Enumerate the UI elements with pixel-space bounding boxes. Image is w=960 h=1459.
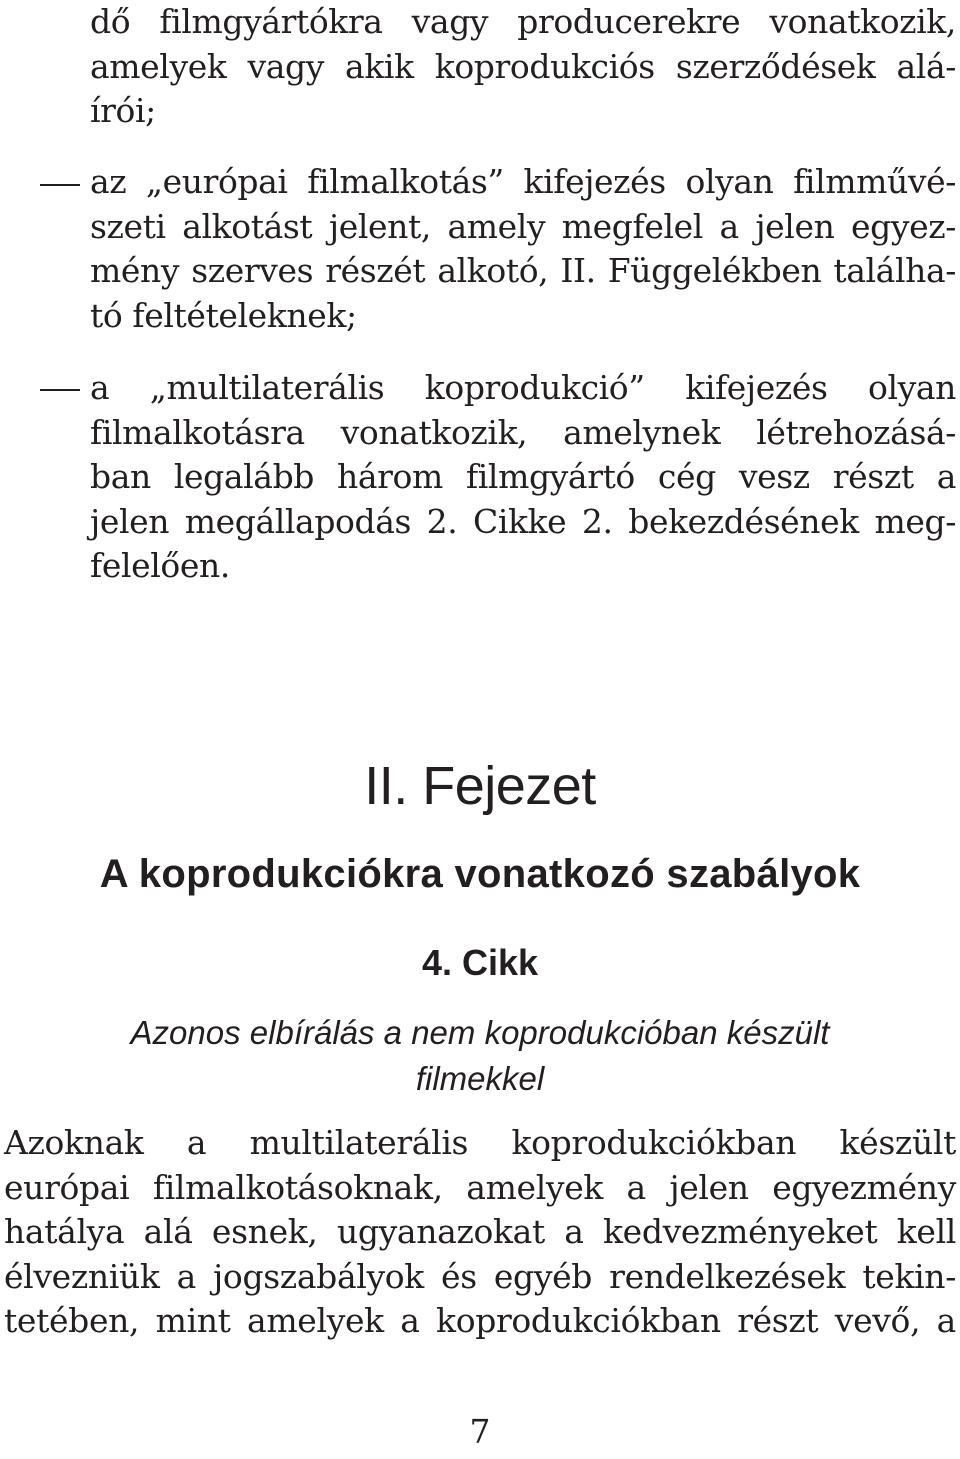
paragraph-line: amelyek vagy akik koprodukciós szerződések alá- [90, 46, 956, 86]
article-title-line: Azonos elbírálás a nem koprodukcióban készült [130, 1014, 830, 1051]
article-title-line: filmekkel [415, 1060, 545, 1097]
chapter-subtitle: A koprodukciókra vonatkozó szabályok [99, 852, 861, 896]
chapter-heading: II. Fejezet [364, 756, 596, 816]
article-body [4, 1121, 956, 1344]
paragraph-line: filmalkotásra vonatkozik, amelynek létrehozásá- [90, 412, 956, 452]
body-line: Azoknak a multilaterális koprodukciókban készült [4, 1123, 956, 1162]
paragraph-line: jelen megállapodás 2. Cikke 2. bekezdésének meg- [90, 501, 956, 541]
paragraph-line: írói; [90, 91, 156, 131]
body-line: élvezniük a jogszabályok és egyéb rendelkezések tekin- [4, 1256, 956, 1296]
paragraph-line: mény szerves részét alkotó, II. Függelékben találha- [90, 251, 956, 291]
continuation-paragraph [90, 0, 956, 134]
paragraph-line: a „multilaterális koprodukció” kifejezés olyan [90, 368, 956, 407]
paragraph-line: dő filmgyártókra vagy producerekre vonatkozik, [90, 2, 956, 41]
paragraph-line: tó feltételeknek; [90, 295, 357, 335]
definition-european-film [90, 160, 956, 338]
page-number: 7 [469, 1412, 491, 1451]
body-line: európai filmalkotásoknak, amelyek a jelen egyezmény [4, 1167, 956, 1207]
article-title [0, 1010, 960, 1102]
dash-bullet [40, 389, 80, 391]
paragraph-line: szeti alkotást jelent, amely megfelel a jelen egyez- [90, 206, 956, 246]
article-number: 4. Cikk [421, 942, 539, 983]
dash-bullet [40, 184, 80, 186]
paragraph-line: az „európai filmalkotás” kifejezés olyan filmművé- [90, 162, 956, 201]
body-line: tetében, mint amelyek a koprodukciókban részt vevő, a [4, 1301, 956, 1341]
paragraph-line: felelően. [90, 546, 230, 586]
body-line: hatálya alá esnek, ugyanazokat a kedvezményeket kell [4, 1212, 956, 1252]
paragraph-line: ban legalább három filmgyártó cég vesz részt a [90, 457, 956, 497]
definition-multilateral-coproduction [90, 366, 956, 589]
